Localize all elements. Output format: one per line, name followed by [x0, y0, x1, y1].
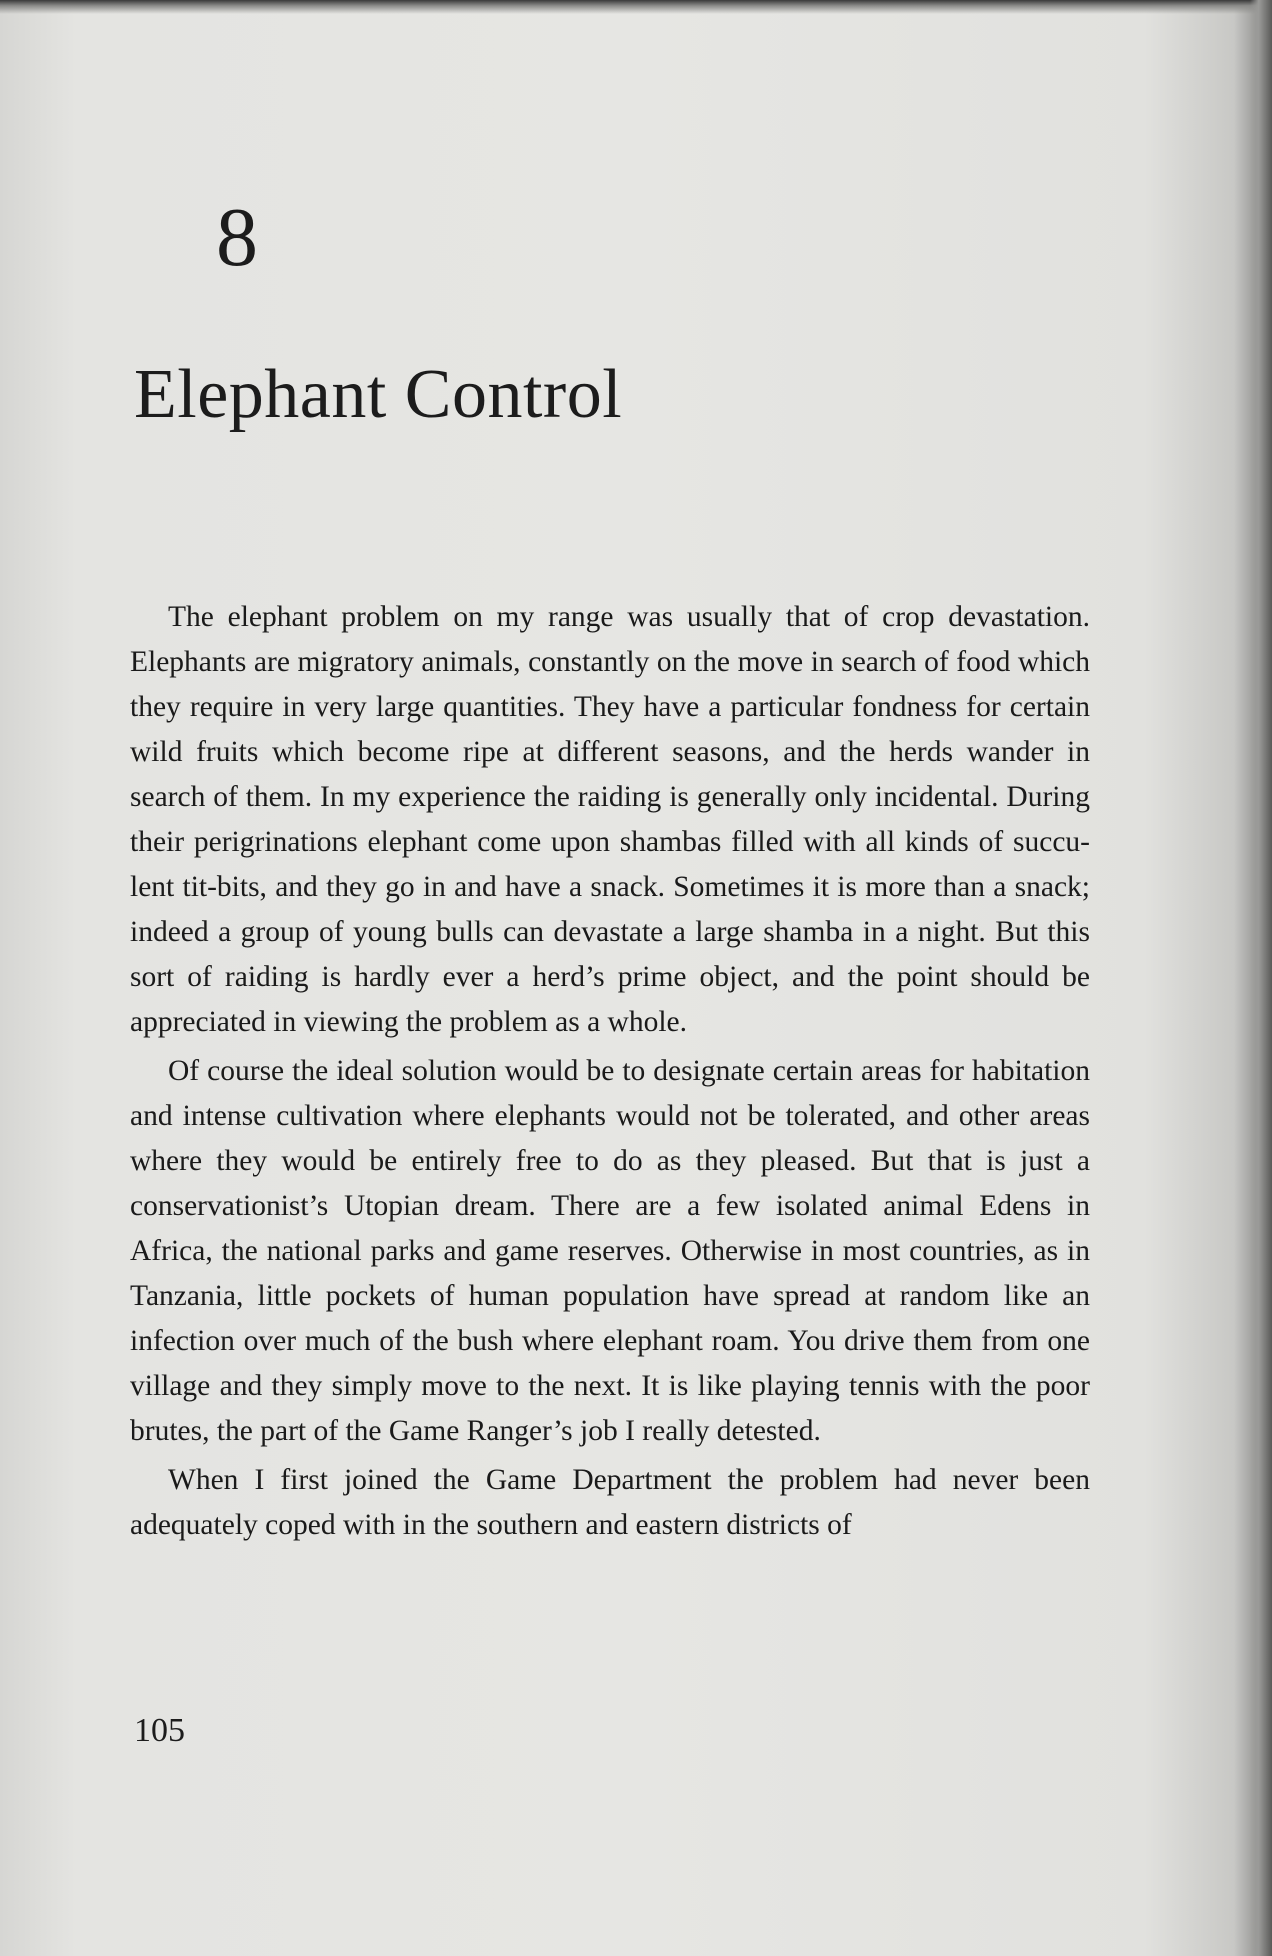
page-spine-shadow [1250, 0, 1272, 1956]
scan-top-shadow [0, 0, 1272, 14]
paragraph-3: When I first joined the Game Department the problem had never been adequately coped with in the southern and eastern districts of [130, 1464, 1090, 1541]
chapter-number: 8 [216, 191, 258, 284]
paragraph-1: The elephant problem on my range was usually that of crop devastation. Elephants are migratory animals, constantly on the move in search of food which they require in very large quantities. They have a particular fondness for certain wild fruits which become ripe at different seasons, and the herds wander in search of them. In my experience the raiding is generally only incidental. During their perigrinations elephant come upon shambas filled with all kinds of succulent tit-bits, and they go in and have a snack. Sometimes it is more than a snack; indeed a group of young bulls can devastate a large shamba in a night. But this sort of raiding is hardly ever a herd’s prime object, and the point should be appreciated in viewing the problem as a whole. [130, 601, 1090, 1038]
page-number: 105 [134, 1712, 185, 1749]
chapter-title: Elephant Control [134, 356, 623, 433]
chapter-body [130, 595, 1090, 1552]
paragraph-2: Of course the ideal solution would be to designate certain areas for habitation and intense cultivation where elephants would not be tolerated, and other areas where they would be entirely free to do as they pleased. But that is just a conservationist’s Utopian dream. There are a few isolated animal Edens in Africa, the national parks and game reserves. Otherwise in most countries, as in Tanzania, little pockets of human population have spread at random like an infection over much of the bush where elephant roam. You drive them from one village and they simply move to the next. It is like playing tennis with the poor brutes, the part of the Game Ranger’s job I really detested. [130, 1055, 1090, 1447]
